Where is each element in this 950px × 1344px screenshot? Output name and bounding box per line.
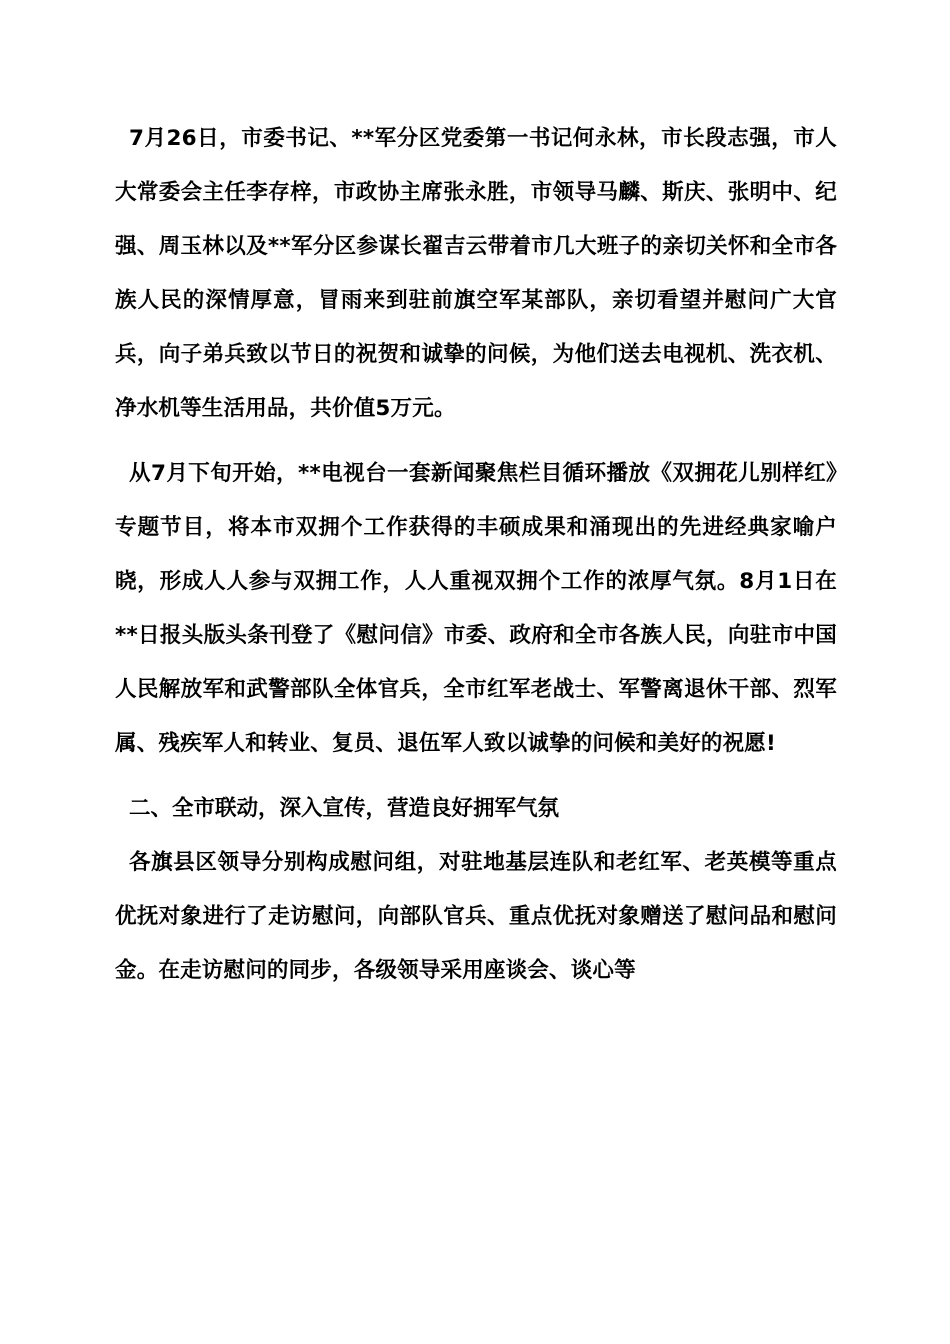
paragraph-county-visits: 各旗县区领导分别构成慰问组，对驻地基层连队和老红军、老英模等重点优抚对象进行了走访慰问，向部队官兵、重点优抚对象赠送了慰问品和慰问金。在走访慰问的同步，各级领导采用座谈会、谈心等 <box>115 850 837 983</box>
section-heading: 二、全市联动，深入宣传，营造良好拥军气氛 <box>129 796 560 821</box>
paragraph-july-26-visit: 7月26日，市委书记、**军分区党委第一书记何永林，市长段志强，市人大常委会主任李存梓，市政协主席张永胜，市领导马麟、斯庆、张明中、纪强、周玉林以及**军分区参谋长翟吉云带着市几大班子的亲切关怀和全市各族人民的深情厚意，冒雨来到驻前旗空军某部队，亲切看望并慰问广大官兵，向子弟兵致以节日的祝贺和诚挚的问候，为他们送去电视机、洗衣机、净水机等生活用品，共价值5万元。 <box>115 126 837 421</box>
paragraph-tv-broadcast: 从7月下旬开始，**电视台一套新闻聚焦栏目循环播放《双拥花儿别样红》专题节目，将本市双拥个工作获得的丰硕成果和涌现出的先进经典家喻户晓，形成人人参与双拥工作，人人重视双拥个工作的浓厚气氛。8月1日在**日报头版头条刊登了《慰问信》市委、政府和全市各族人民，向驻市中国人民解放军和武警部队全体官兵，全市红军老战士、军警离退休干部、烈军属、残疾军人和转业、复员、退伍军人致以诚挚的问候和美好的祝愿! <box>115 461 837 756</box>
document-body <box>115 112 837 998</box>
